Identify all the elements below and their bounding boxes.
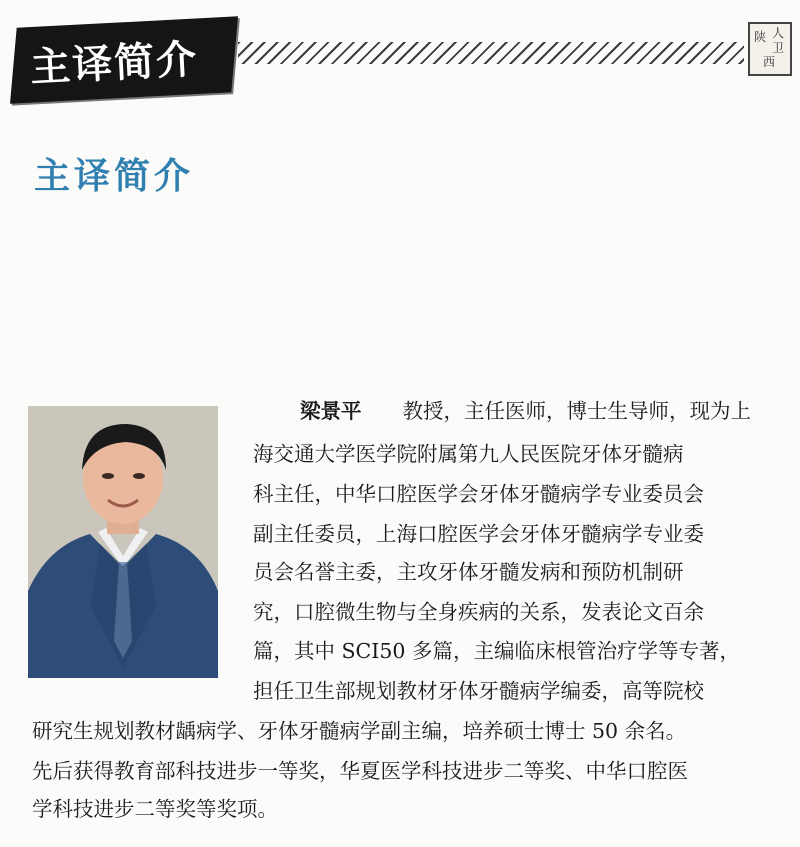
translator-name: 梁景平 (300, 399, 362, 423)
bio-line-3: 科主任，中华口腔医学会牙体牙髓病学专业委员会 (253, 482, 704, 506)
header-title: 主译简介 (29, 36, 200, 92)
seal-char-1: 陕 (754, 30, 767, 44)
bio-line-6: 究，口腔微生物与全身疾病的关系，发表论文百余 (253, 600, 704, 624)
section-heading: 主译简介 (34, 156, 195, 197)
bio-line-7: 篇，其中 SCI50 多篇，主编临床根管治疗学等专著， (253, 639, 740, 663)
bio-line-4: 副主任委员，上海口腔医学会牙体牙髓病学专业委 (253, 522, 704, 546)
bio-line-2: 海交通大学医学院附属第九人民医院牙体牙髓病 (253, 442, 684, 466)
seal-char-3: 卫 (772, 41, 785, 55)
seal-char-4: 西 (763, 55, 776, 69)
bio-line-8: 担任卫生部规划教材牙体牙髓病学编委，高等院校 (253, 679, 704, 703)
bio-line-11: 学科技进步二等奖等奖项。 (32, 797, 278, 821)
seal-char-2: 人 (772, 26, 785, 40)
bio-line-5: 员会名誉主委，主攻牙体牙髓发病和预防机制研 (253, 560, 684, 584)
bio-line-1: 教授，主任医师，博士生导师，现为上 (402, 399, 752, 423)
bio-line-10: 先后获得教育部科技进步一等奖，华夏医学科技进步二等奖、中华口腔医 (32, 759, 688, 783)
bio-line-9: 研究生规划教材龋病学、牙体牙髓病学副主编，培养硕士博士 50 余名。 (32, 719, 687, 743)
